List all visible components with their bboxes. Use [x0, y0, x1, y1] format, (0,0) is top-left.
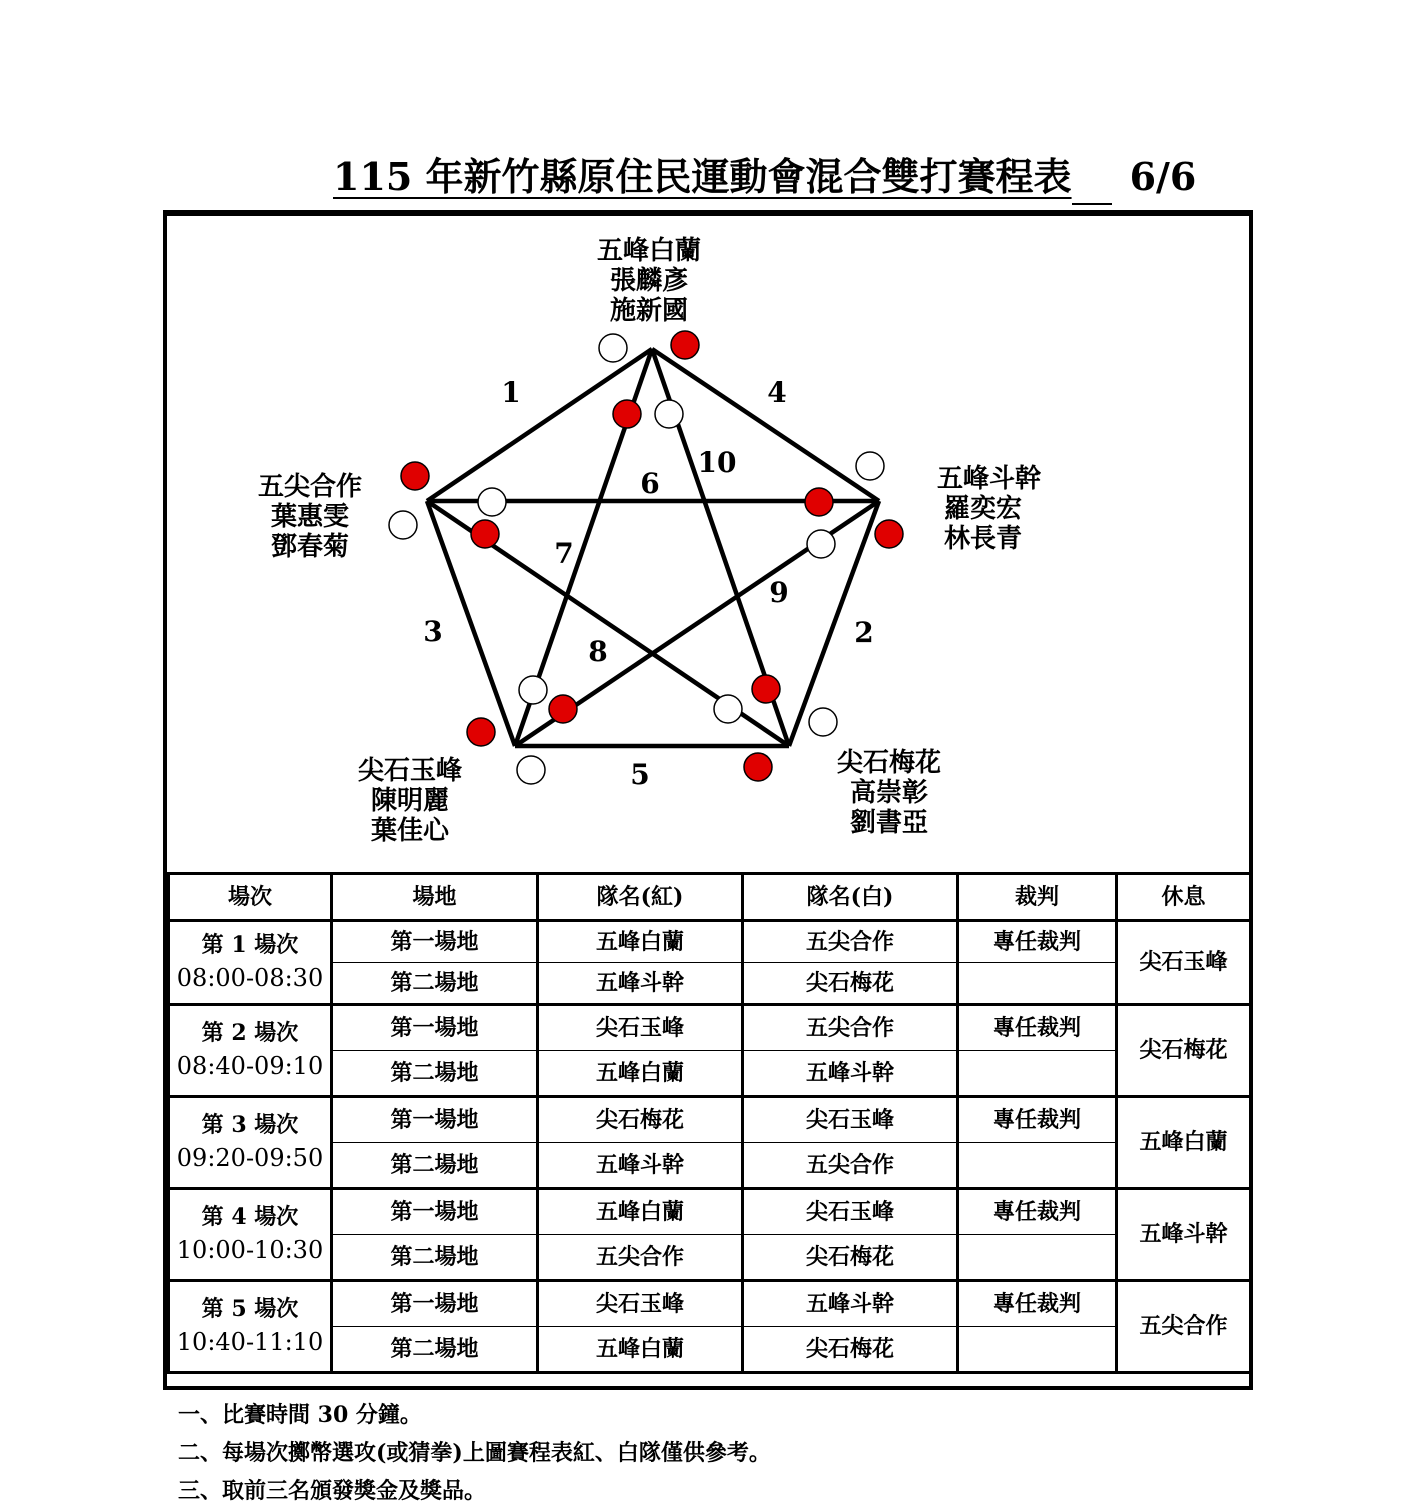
red-marker: [744, 753, 772, 781]
court-cell: 第一場地: [332, 1005, 538, 1051]
match-number: 2: [854, 616, 874, 649]
page-number: 6/6: [1129, 154, 1197, 199]
white-marker: [389, 511, 417, 539]
round-label: 第 4 場次: [201, 1203, 299, 1230]
white-marker: [599, 334, 627, 362]
team-markers: [389, 331, 903, 784]
rest-team-cell: 尖石玉峰: [1117, 921, 1251, 1005]
white-team-cell: 尖石玉峰: [743, 1097, 958, 1143]
red-marker: [805, 488, 833, 516]
red-team-cell: 尖石梅花: [538, 1097, 743, 1143]
table-row: [169, 1051, 1251, 1097]
referee-cell: 專任裁判: [958, 1281, 1117, 1327]
round-time: 08:40-09:10: [176, 1052, 324, 1081]
red-team-cell: 五峰白蘭: [538, 921, 743, 963]
court-cell: 第二場地: [332, 1051, 538, 1097]
round-cell: [169, 1005, 332, 1097]
white-marker: [807, 530, 835, 558]
note-line: 二、每場次擲幣選攻(或猜拳)上圖賽程表紅、白隊僅供參考。: [178, 1440, 771, 1466]
pentagon-diagram: [167, 216, 1249, 872]
player-name: 劉書亞: [849, 808, 929, 838]
white-team-cell: 尖石梅花: [743, 1327, 958, 1373]
round-label: 第 1 場次: [201, 931, 299, 958]
rest-team-cell: 五尖合作: [1117, 1281, 1251, 1373]
white-marker: [714, 695, 742, 723]
round-cell: [169, 921, 332, 1005]
player-name: 葉佳心: [370, 816, 450, 846]
player-name: 林長青: [943, 524, 1023, 554]
schedule-table: [167, 872, 1252, 1374]
table-row: [169, 1189, 1251, 1235]
round-time: 09:20-09:50: [176, 1144, 324, 1173]
match-number: 9: [769, 576, 789, 609]
red-marker: [752, 675, 780, 703]
rest-team-cell: 五峰白蘭: [1117, 1097, 1251, 1189]
player-name: 施新國: [609, 296, 689, 326]
referee-cell: [958, 1235, 1117, 1281]
team-label-wufeng-bailan: [597, 236, 701, 326]
player-name: 羅奕宏: [943, 494, 1023, 524]
red-team-cell: 五峰白蘭: [538, 1051, 743, 1097]
white-marker: [655, 400, 683, 428]
rest-team-cell: 尖石梅花: [1117, 1005, 1251, 1097]
round-cell: [169, 1097, 332, 1189]
red-team-cell: 尖石玉峰: [538, 1005, 743, 1051]
court-cell: 第二場地: [332, 1235, 538, 1281]
player-name: 高崇彰: [849, 778, 929, 808]
col-header-red-team: 隊名(紅): [538, 874, 743, 921]
line-match-4: [652, 349, 879, 501]
table-row: [169, 1281, 1251, 1327]
referee-cell: 專任裁判: [958, 1097, 1117, 1143]
white-marker: [517, 756, 545, 784]
col-header-court: 場地: [332, 874, 538, 921]
white-marker: [519, 676, 547, 704]
red-team-cell: 五峰斗幹: [538, 963, 743, 1005]
team-label-jianshi-meihua: [837, 748, 941, 838]
white-team-cell: 五尖合作: [743, 1143, 958, 1189]
match-number: 5: [630, 758, 650, 791]
player-name: 葉惠雯: [270, 502, 350, 532]
player-name: 陳明麗: [370, 786, 450, 816]
round-cell: [169, 1189, 332, 1281]
referee-cell: [958, 1051, 1117, 1097]
red-team-cell: 五峰斗幹: [538, 1143, 743, 1189]
red-team-cell: 五峰白蘭: [538, 1189, 743, 1235]
table-row: [169, 1005, 1251, 1051]
table-header-row: [169, 874, 1251, 921]
red-marker: [467, 718, 495, 746]
red-marker: [613, 400, 641, 428]
col-header-white-team: 隊名(白): [743, 874, 958, 921]
page-title: [333, 146, 1196, 201]
team-label-wujian-hezuo: [258, 471, 362, 562]
court-cell: 第一場地: [332, 1281, 538, 1327]
red-team-cell: 尖石玉峰: [538, 1281, 743, 1327]
table-row: [169, 1143, 1251, 1189]
red-team-cell: 五峰白蘭: [538, 1327, 743, 1373]
white-team-cell: 尖石梅花: [743, 963, 958, 1005]
note-line: 三、取前三名頒發獎金及獎品。: [178, 1478, 487, 1504]
red-marker: [671, 331, 699, 359]
court-cell: 第二場地: [332, 1143, 538, 1189]
match-number: 7: [554, 537, 574, 570]
match-number: 1: [501, 376, 521, 409]
white-marker: [478, 488, 506, 516]
match-number: 3: [423, 615, 443, 648]
match-number: 4: [767, 376, 787, 409]
red-marker: [401, 462, 429, 490]
team-name: 五尖合作: [257, 472, 363, 502]
white-team-cell: 五峰斗幹: [743, 1281, 958, 1327]
round-label: 第 3 場次: [201, 1111, 299, 1138]
referee-cell: [958, 963, 1117, 1005]
court-cell: 第一場地: [332, 921, 538, 963]
white-marker: [856, 452, 884, 480]
red-marker: [549, 695, 577, 723]
table-row: [169, 921, 1251, 963]
match-number: 10: [697, 446, 737, 479]
team-name: 五峰白蘭: [596, 236, 702, 266]
note-line: 一、比賽時間 30 分鐘。: [178, 1402, 422, 1428]
court-cell: 第二場地: [332, 1327, 538, 1373]
match-number: 8: [588, 635, 608, 668]
team-labels: [258, 236, 1041, 846]
white-team-cell: 尖石梅花: [743, 1235, 958, 1281]
team-label-jianshi-yufeng: [358, 756, 462, 846]
col-header-referee: 裁判: [958, 874, 1117, 921]
referee-cell: [958, 1327, 1117, 1373]
table-row: [169, 1235, 1251, 1281]
col-header-rest: 休息: [1117, 874, 1251, 921]
team-name: 五峰斗幹: [936, 464, 1042, 494]
table-row: [169, 1327, 1251, 1373]
table-row: [169, 963, 1251, 1005]
white-team-cell: 五峰斗幹: [743, 1051, 958, 1097]
notes: [178, 1396, 771, 1510]
white-team-cell: 尖石玉峰: [743, 1189, 958, 1235]
white-team-cell: 五尖合作: [743, 1005, 958, 1051]
team-name: 尖石玉峰: [357, 756, 463, 786]
col-header-round: 場次: [169, 874, 332, 921]
round-label: 第 2 場次: [201, 1019, 299, 1046]
title-underline-pad: [1072, 169, 1112, 205]
red-marker: [875, 520, 903, 548]
referee-cell: 專任裁判: [958, 921, 1117, 963]
round-time: 10:40-11:10: [176, 1328, 324, 1357]
team-label-wufeng-dougan: [937, 464, 1041, 554]
table-row: [169, 1097, 1251, 1143]
court-cell: 第一場地: [332, 1189, 538, 1235]
player-name: 鄧春菊: [270, 532, 350, 562]
court-cell: 第一場地: [332, 1097, 538, 1143]
round-time: 08:00-08:30: [176, 964, 324, 993]
team-name: 尖石梅花: [836, 748, 942, 778]
rest-team-cell: 五峰斗幹: [1117, 1189, 1251, 1281]
white-marker: [809, 708, 837, 736]
red-team-cell: 五尖合作: [538, 1235, 743, 1281]
player-name: 張麟彥: [609, 266, 689, 296]
match-number: 6: [640, 467, 660, 500]
referee-cell: 專任裁判: [958, 1189, 1117, 1235]
round-label: 第 5 場次: [201, 1295, 299, 1322]
white-team-cell: 五尖合作: [743, 921, 958, 963]
title-text: 115 年新竹縣原住民運動會混合雙打賽程表: [333, 154, 1072, 199]
referee-cell: [958, 1143, 1117, 1189]
round-cell: [169, 1281, 332, 1373]
referee-cell: 專任裁判: [958, 1005, 1117, 1051]
court-cell: 第二場地: [332, 963, 538, 1005]
red-marker: [471, 520, 499, 548]
round-time: 10:00-10:30: [176, 1236, 324, 1265]
